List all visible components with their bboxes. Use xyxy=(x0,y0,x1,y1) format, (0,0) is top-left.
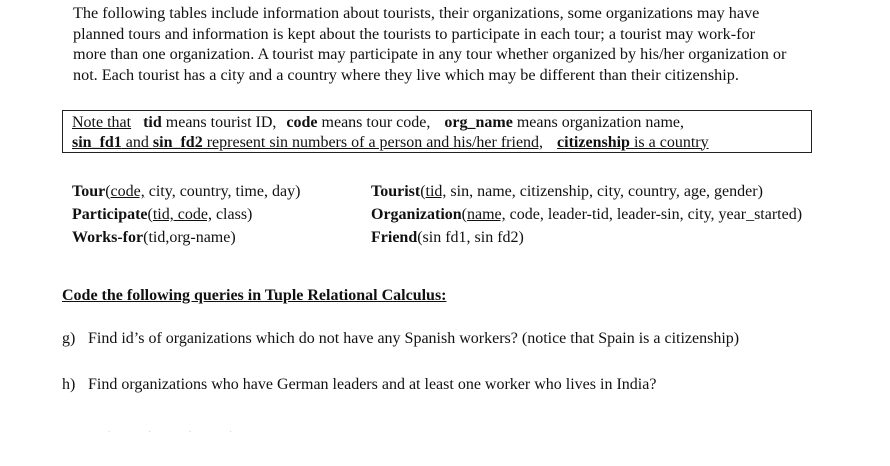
intro-line: planned tours and information is kept about the tourists to participate in each tour; a tourist may work-for xyxy=(73,24,755,43)
primary-key: code, xyxy=(110,183,145,200)
code-term: code xyxy=(286,114,318,131)
primary-key: tid, xyxy=(425,183,447,200)
note-line-1 xyxy=(72,113,811,133)
relation-attributes: sin fd1, sin fd2) xyxy=(422,229,524,246)
relation-paren: ( xyxy=(461,206,467,223)
relation-attributes: tid,org-name) xyxy=(148,229,236,246)
schema-friend xyxy=(371,226,802,249)
note-that-label: Note that xyxy=(72,114,132,131)
schema-list-left xyxy=(72,180,300,249)
schema-works-for xyxy=(72,226,300,249)
citizenship-desc: is a country xyxy=(629,133,709,151)
relation-attributes: city, country, time, day) xyxy=(144,183,301,200)
primary-key: name, xyxy=(467,206,506,223)
relation-attributes: sin, name, citizenship, city, country, age, gender) xyxy=(446,183,763,200)
note-line-2 xyxy=(72,133,811,153)
relation-paren: ( xyxy=(420,183,426,200)
org-name-desc: means organization name, xyxy=(512,114,685,131)
tid-desc: means tourist ID, xyxy=(161,114,277,131)
relation-attributes: code, leader-tid, leader-sin, city, year_started) xyxy=(505,206,803,223)
note-box xyxy=(62,110,812,153)
relation-paren: ( xyxy=(105,183,111,200)
relation-name: Friend xyxy=(371,229,418,246)
intro-line: The following tables include information about tourists, their organizations, some organizations may have xyxy=(73,4,760,22)
relation-attributes: class) xyxy=(211,206,253,223)
relation-name: Organization xyxy=(371,206,462,223)
relation-paren: ( xyxy=(417,229,423,246)
schema-organization xyxy=(371,203,802,226)
section-title: Code the following queries in Tuple Relational Calculus: xyxy=(62,287,447,304)
intro-line: not. Each tourist has a city and a country where they live which may be different than their citizenship. xyxy=(73,65,739,84)
schema-tourist xyxy=(371,180,802,203)
relation-paren: ( xyxy=(147,206,153,223)
relation-paren: ( xyxy=(143,229,149,246)
org-name-term: org_name xyxy=(444,114,513,131)
sin-desc: represent sin numbers of a person and his/her friend, xyxy=(202,133,544,151)
intro-paragraph xyxy=(73,3,863,85)
tid-term: tid xyxy=(143,114,162,131)
question-g xyxy=(62,330,739,348)
primary-key: tid, code, xyxy=(152,206,212,223)
and-text: and xyxy=(121,133,153,151)
code-desc: means tour code, xyxy=(317,114,431,131)
schema-participate xyxy=(72,203,300,226)
question-h xyxy=(62,376,656,394)
schema-tour xyxy=(72,180,300,203)
question-label: g) xyxy=(62,330,76,347)
relation-name: Tourist xyxy=(371,183,421,200)
question-text: Find organizations who have German leaders and at least one worker who lives in India? xyxy=(88,376,657,393)
faint-dots: . . . . xyxy=(108,424,250,434)
relation-name: Participate xyxy=(72,206,148,223)
question-label: h) xyxy=(62,376,76,393)
relation-name: Tour xyxy=(72,183,106,200)
question-text: Find id’s of organizations which do not have any Spanish workers? (notice that Spain is a citizenship) xyxy=(88,330,740,347)
intro-line: more than one organization. A tourist may participate in any tour whether organized by his/her organization or xyxy=(73,45,787,63)
citizenship-term: citizenship xyxy=(557,133,630,151)
sin-fd2-term: sin_fd2 xyxy=(152,133,203,151)
schema-list-right xyxy=(371,180,802,249)
sin-fd1-term: sin_fd1 xyxy=(72,133,122,151)
relation-name: Works-for xyxy=(72,229,144,246)
